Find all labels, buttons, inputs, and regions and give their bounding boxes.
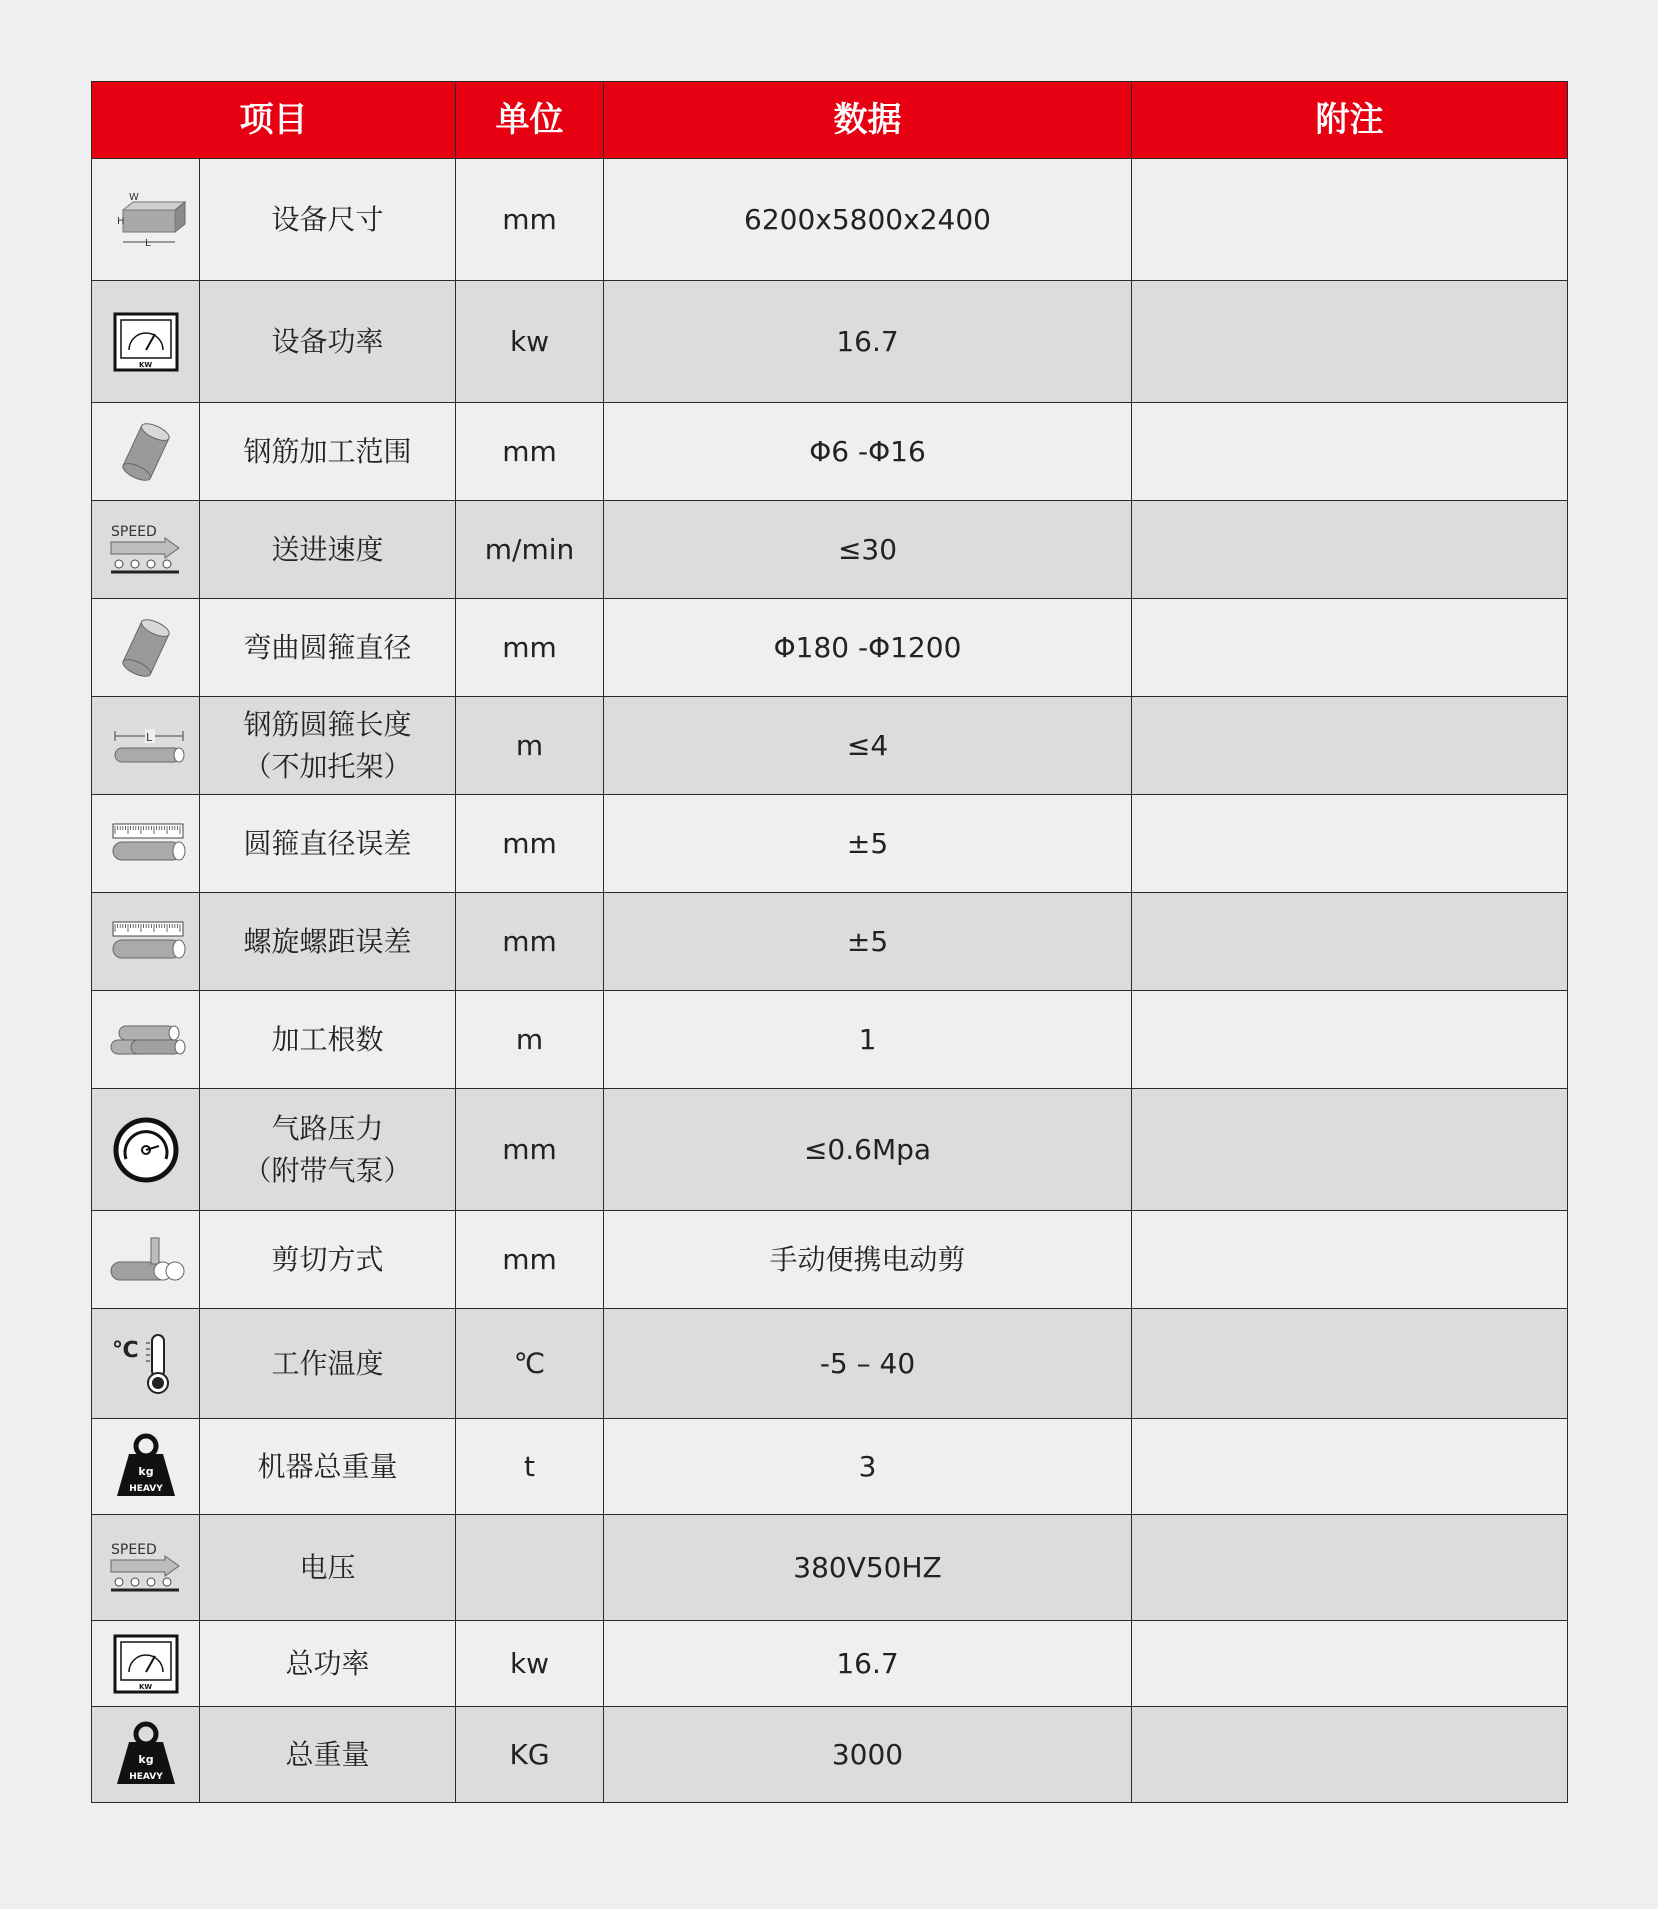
item-name: [200, 1309, 456, 1419]
item-value: 6200x5800x2400: [604, 159, 1132, 281]
item-note: [1132, 795, 1568, 893]
item-note: [1132, 697, 1568, 795]
power-meter-icon: [92, 1621, 200, 1707]
speed-conveyor-icon: [92, 501, 200, 599]
item-name-line: 弯曲圆箍直径: [243, 630, 412, 664]
rebar-coil-icon: [92, 403, 200, 501]
item-value: 380V50HZ: [604, 1515, 1132, 1621]
item-value: ±5: [604, 795, 1132, 893]
item-name-line: 加工根数: [271, 1022, 384, 1056]
svg-text:HEAVY: HEAVY: [128, 1483, 163, 1494]
item-value: 手动便携电动剪: [604, 1211, 1132, 1309]
item-name: [200, 599, 456, 697]
table-row: [92, 893, 1568, 991]
item-value: -5 – 40: [604, 1309, 1132, 1419]
power-meter-icon: [92, 281, 200, 403]
svg-text:L: L: [145, 730, 152, 744]
item-name-line: 圆箍直径误差: [243, 826, 412, 860]
item-note: [1132, 1515, 1568, 1621]
item-value: 16.7: [604, 1621, 1132, 1707]
item-name-line: 机器总重量: [257, 1449, 398, 1483]
item-note: [1132, 599, 1568, 697]
header-unit: 单位: [456, 82, 604, 159]
cutter-icon: [92, 1211, 200, 1309]
item-note: [1132, 281, 1568, 403]
item-note: [1132, 1707, 1568, 1803]
table-row: [92, 403, 1568, 501]
ruler-bar-icon: [92, 893, 200, 991]
thermometer-icon: [92, 1309, 200, 1419]
item-unit: mm: [456, 403, 604, 501]
item-name-line: 送进速度: [271, 532, 384, 566]
item-value: 16.7: [604, 281, 1132, 403]
item-unit: m: [456, 697, 604, 795]
table-row: [92, 1419, 1568, 1515]
table-row: [92, 1089, 1568, 1211]
dimensions-icon: [92, 159, 200, 281]
item-value: ≤0.6Mpa: [604, 1089, 1132, 1211]
item-unit: t: [456, 1419, 604, 1515]
table-row: [92, 1211, 1568, 1309]
ruler-bar-icon: [92, 795, 200, 893]
item-unit: mm: [456, 893, 604, 991]
pressure-gauge-icon: [92, 1089, 200, 1211]
table-row: [92, 1515, 1568, 1621]
item-unit: [456, 1515, 604, 1621]
item-name-line: 工作温度: [271, 1346, 384, 1380]
item-name-line: 螺旋螺距误差: [243, 924, 412, 958]
table-row: [92, 1707, 1568, 1803]
item-note: [1132, 1211, 1568, 1309]
table-row: [92, 1621, 1568, 1707]
header-row: [92, 82, 1568, 159]
item-name-line: 设备功率: [271, 324, 384, 358]
svg-text:℃: ℃: [111, 1337, 139, 1363]
table-row: [92, 281, 1568, 403]
item-name: [200, 697, 456, 795]
weight-icon: [92, 1707, 200, 1803]
svg-text:kg: kg: [137, 1752, 154, 1766]
item-unit: KG: [456, 1707, 604, 1803]
bar-length-icon: [92, 697, 200, 795]
item-name-line: 钢筋圆箍长度: [243, 707, 412, 741]
item-note: [1132, 1309, 1568, 1419]
item-value: ≤30: [604, 501, 1132, 599]
item-note: [1132, 159, 1568, 281]
item-value: Φ6 -Φ16: [604, 403, 1132, 501]
svg-text:KW: KW: [138, 1682, 152, 1691]
item-value: 3: [604, 1419, 1132, 1515]
item-value: 1: [604, 991, 1132, 1089]
table-row: [92, 159, 1568, 281]
item-name-line: （附带气泵）: [243, 1153, 412, 1187]
spec-table: [91, 81, 1568, 1803]
svg-text:W: W: [128, 191, 139, 203]
item-value: 3000: [604, 1707, 1132, 1803]
item-unit: mm: [456, 1089, 604, 1211]
speed-conveyor-icon: [92, 1515, 200, 1621]
item-unit: mm: [456, 159, 604, 281]
item-note: [1132, 1089, 1568, 1211]
item-name: [200, 1211, 456, 1309]
item-note: [1132, 501, 1568, 599]
item-name: [200, 1707, 456, 1803]
item-note: [1132, 403, 1568, 501]
item-unit: kw: [456, 281, 604, 403]
item-unit: mm: [456, 1211, 604, 1309]
table-row: [92, 599, 1568, 697]
svg-text:KW: KW: [138, 360, 152, 369]
table-row: [92, 697, 1568, 795]
item-name: [200, 893, 456, 991]
svg-text:L: L: [144, 237, 151, 249]
item-name-line: 设备尺寸: [271, 202, 384, 236]
item-unit: m: [456, 991, 604, 1089]
header-data: 数据: [604, 82, 1132, 159]
item-name: [200, 501, 456, 599]
svg-text:SPEED: SPEED: [110, 1541, 157, 1558]
item-unit: mm: [456, 795, 604, 893]
item-name: [200, 991, 456, 1089]
item-note: [1132, 1621, 1568, 1707]
header-note: 附注: [1132, 82, 1568, 159]
item-name: [200, 1515, 456, 1621]
table-row: [92, 991, 1568, 1089]
item-unit: ℃: [456, 1309, 604, 1419]
item-name: [200, 403, 456, 501]
item-note: [1132, 893, 1568, 991]
item-name: [200, 1621, 456, 1707]
item-note: [1132, 1419, 1568, 1515]
item-name-line: 总重量: [285, 1737, 370, 1771]
item-value: ≤4: [604, 697, 1132, 795]
table-row: [92, 1309, 1568, 1419]
table-row: [92, 501, 1568, 599]
item-name-line: 剪切方式: [271, 1242, 384, 1276]
rebar-coil-icon: [92, 599, 200, 697]
header-item: 项目: [92, 82, 456, 159]
item-name-line: 钢筋加工范围: [243, 434, 412, 468]
item-name-line: （不加托架）: [243, 749, 412, 783]
item-name-line: 总功率: [285, 1646, 370, 1680]
item-value: Φ180 -Φ1200: [604, 599, 1132, 697]
svg-text:kg: kg: [137, 1464, 154, 1478]
item-unit: kw: [456, 1621, 604, 1707]
item-note: [1132, 991, 1568, 1089]
item-name-line: 气路压力: [271, 1111, 384, 1145]
bar-stack-icon: [92, 991, 200, 1089]
item-name: [200, 1419, 456, 1515]
svg-text:SPEED: SPEED: [110, 523, 157, 540]
svg-text:HEAVY: HEAVY: [128, 1771, 163, 1782]
item-name: [200, 795, 456, 893]
item-unit: mm: [456, 599, 604, 697]
item-unit: m/min: [456, 501, 604, 599]
item-name-line: 电压: [299, 1550, 356, 1584]
item-name: [200, 1089, 456, 1211]
item-name: [200, 159, 456, 281]
item-name: [200, 281, 456, 403]
weight-icon: [92, 1419, 200, 1515]
item-value: ±5: [604, 893, 1132, 991]
table-row: [92, 795, 1568, 893]
svg-text:H: H: [116, 215, 125, 227]
